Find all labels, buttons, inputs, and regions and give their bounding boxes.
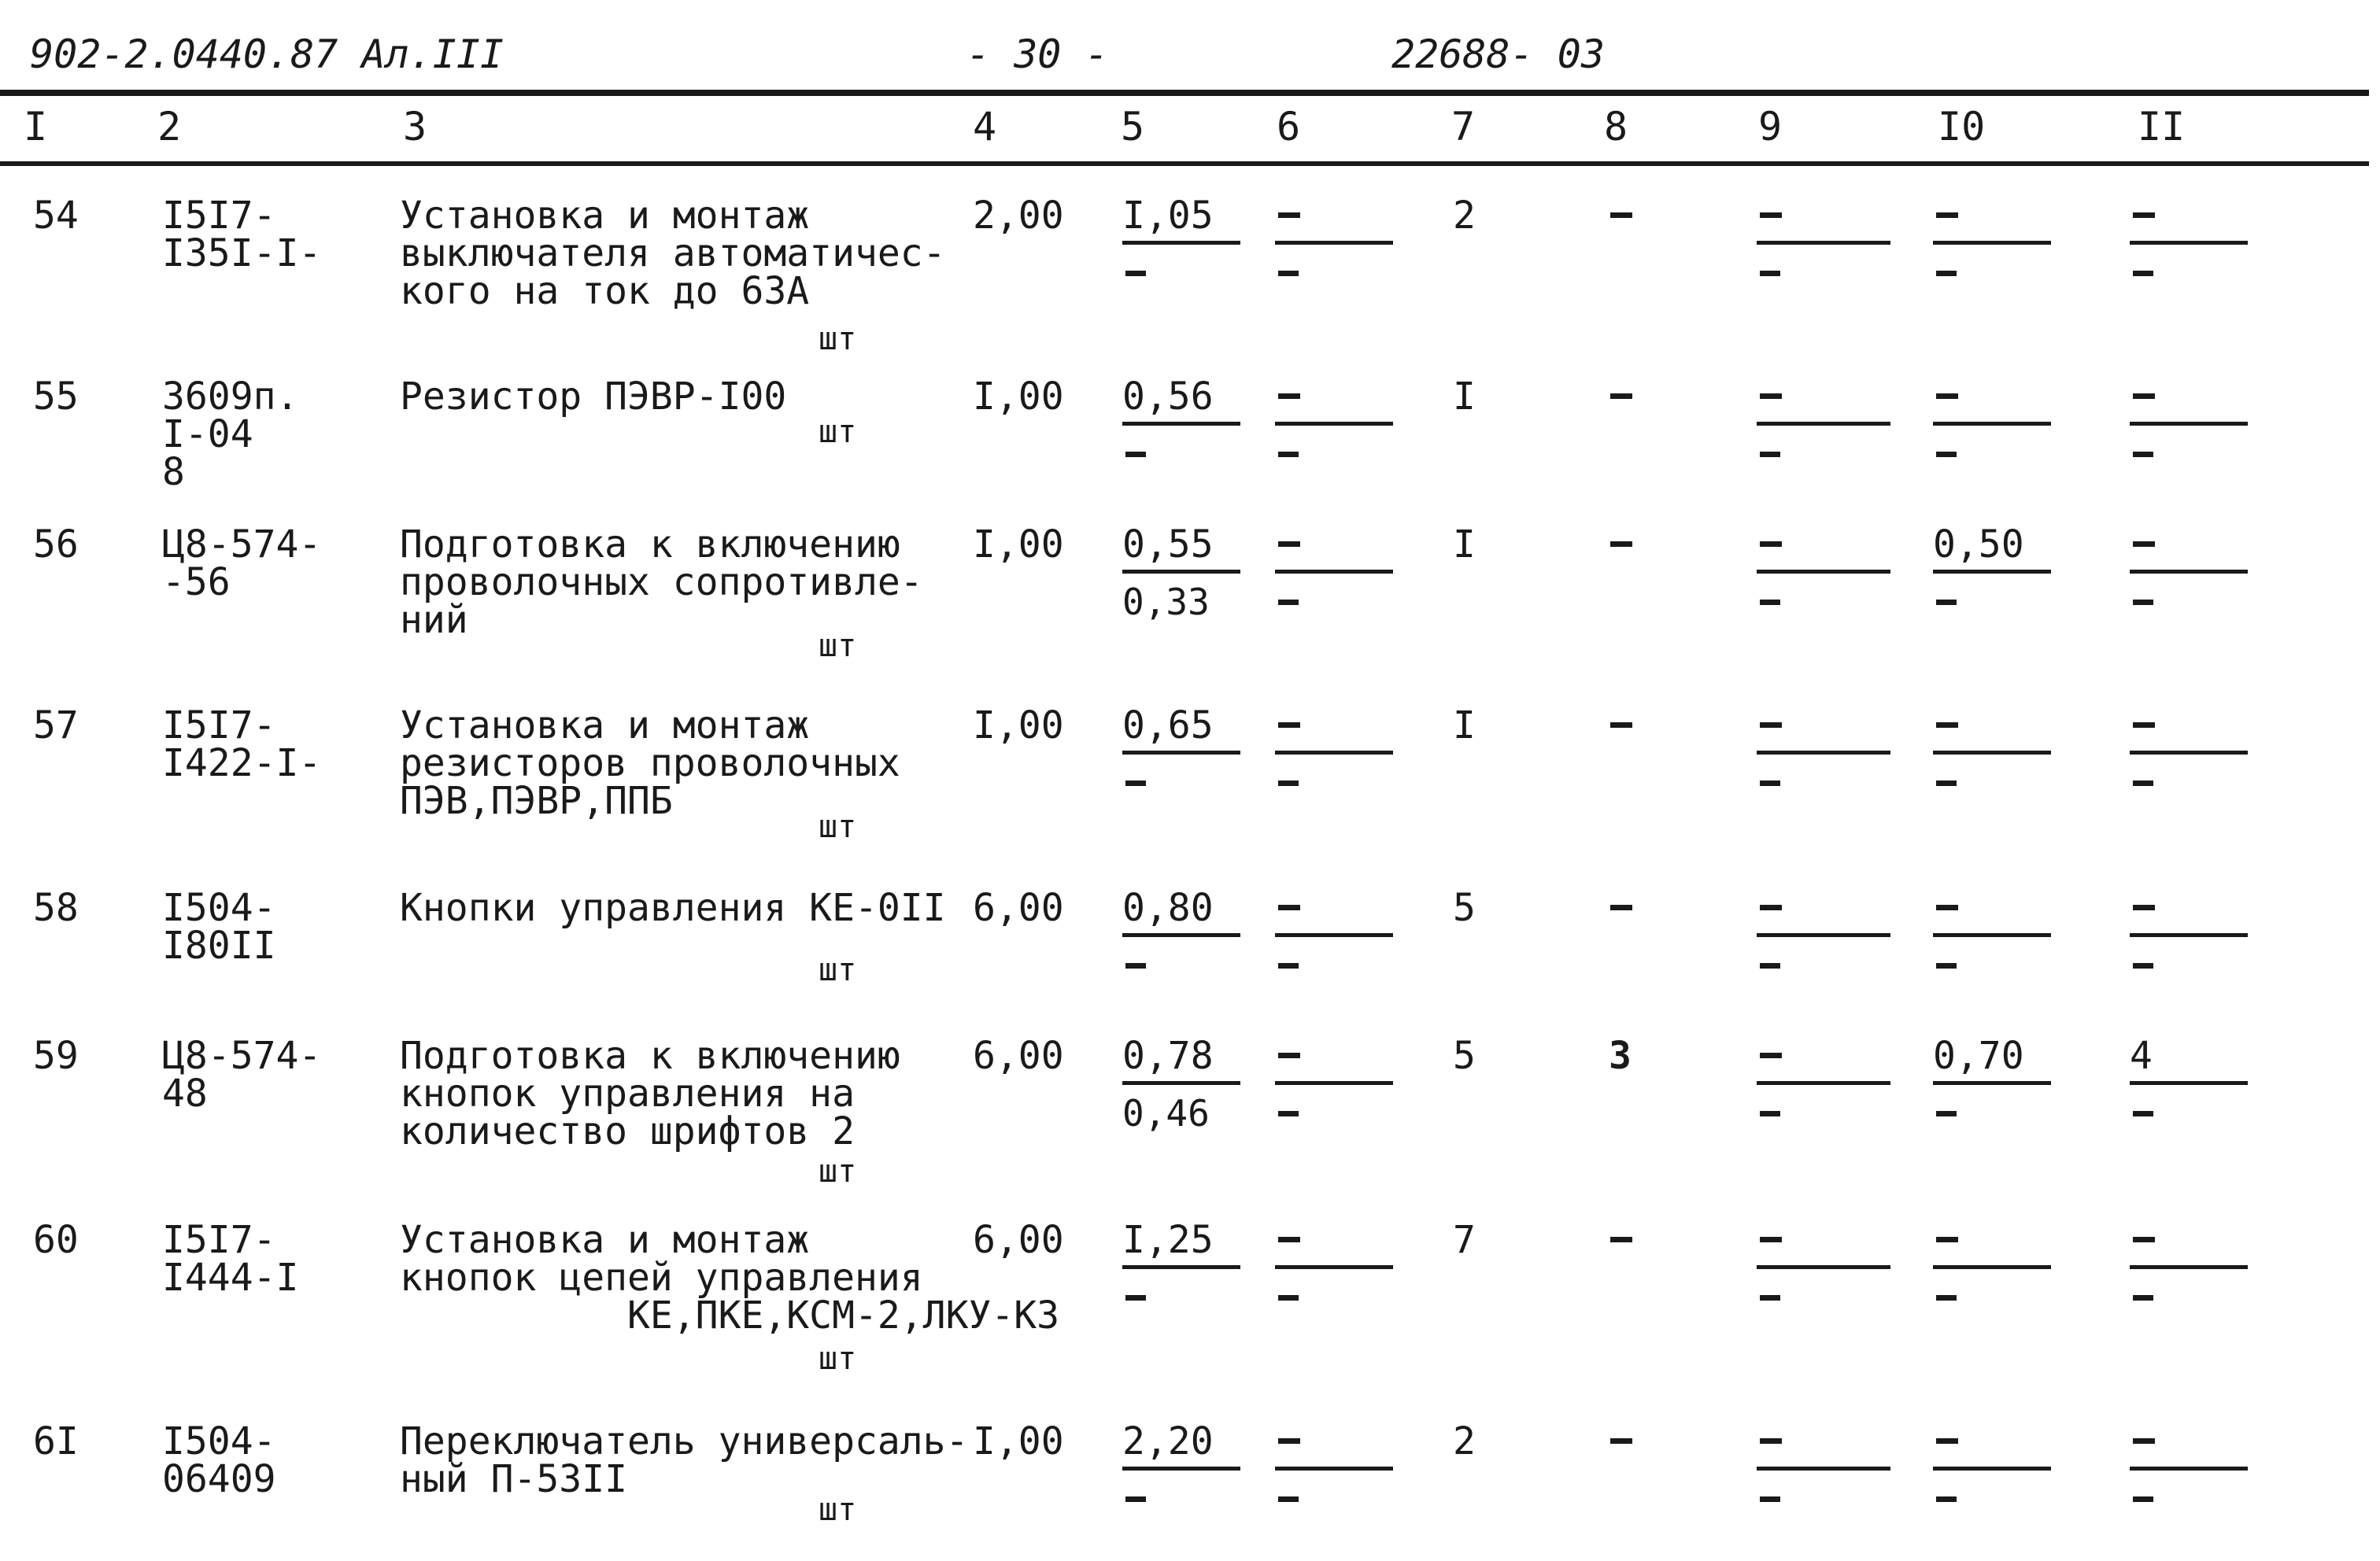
col5-fraction-bar [1122, 1265, 1240, 1269]
col11-value [2130, 526, 2248, 620]
col9-value [1757, 1037, 1875, 1131]
col11-fraction-bar [2130, 1265, 2248, 1269]
column-header-4: 4 [973, 104, 997, 149]
column-header-2: 2 [157, 104, 182, 149]
quantity-cell: I,00 [973, 522, 1064, 566]
col7-cell: I [1453, 703, 1476, 747]
col10-dash [1936, 1237, 1958, 1242]
col11-dash [2133, 541, 2155, 547]
col9-value [1757, 889, 1875, 983]
col9-dash [1760, 1237, 1782, 1242]
col9-denominator-dash [1760, 1295, 1780, 1301]
col9-fraction-bar [1757, 422, 1890, 426]
col9-value [1757, 1423, 1875, 1517]
col10-denominator-dash [1936, 452, 1957, 457]
col8-dash [1610, 905, 1632, 910]
col11-fraction-bar [2130, 422, 2248, 426]
quantity-cell: 6,00 [973, 886, 1064, 930]
col5-numerator: 0,78 [1122, 1034, 1214, 1078]
unit-label: шт [819, 321, 857, 357]
column-header-5: 5 [1121, 104, 1145, 149]
col9-dash [1760, 393, 1782, 399]
col6-denominator-dash [1278, 452, 1299, 457]
col10-fraction-bar [1933, 933, 2051, 937]
rate-code-cell: I504- 06409 [162, 1419, 276, 1501]
col9-denominator-dash [1760, 780, 1780, 786]
col5-numerator: I,25 [1122, 1218, 1214, 1262]
col11-denominator-dash [2133, 963, 2153, 969]
col6-denominator-dash [1278, 780, 1299, 786]
col5-denominator: 0,33 [1122, 581, 1210, 623]
col9-fraction-bar [1757, 1265, 1890, 1269]
col5-fraction-bar [1122, 1467, 1240, 1471]
col10-denominator-dash [1936, 963, 1957, 969]
col9-denominator-dash [1760, 1111, 1780, 1116]
col6-fraction-bar [1275, 751, 1393, 755]
col11-dash [2133, 905, 2155, 910]
col9-dash [1760, 541, 1782, 547]
col5-numerator: 2,20 [1122, 1419, 1214, 1463]
col8-dash [1610, 1438, 1632, 1444]
row-number-cell: 55 [33, 375, 79, 419]
col7-cell: 7 [1453, 1218, 1476, 1262]
col10-fraction-bar [1933, 422, 2051, 426]
column-header-10: I0 [1938, 104, 1986, 149]
col9-dash [1760, 905, 1782, 910]
col10-value [1933, 707, 2051, 801]
col10-denominator-dash [1936, 780, 1957, 786]
col10-denominator-dash [1936, 1496, 1957, 1502]
unit-label: шт [819, 628, 857, 664]
col7-cell: 2 [1453, 1419, 1476, 1463]
col5-fraction-bar [1122, 933, 1240, 937]
col10-numerator: 0,50 [1933, 522, 2024, 566]
col5-value [1122, 194, 1240, 291]
col6-denominator-dash [1278, 1295, 1299, 1301]
col11-value [2130, 1423, 2248, 1517]
col11-value [2130, 378, 2248, 472]
col5-value [1122, 1419, 1240, 1517]
col9-fraction-bar [1757, 1081, 1890, 1085]
col9-dash [1760, 212, 1782, 218]
col5-fraction-bar [1122, 751, 1240, 755]
col11-value [2130, 707, 2248, 801]
col5-value [1122, 1218, 1240, 1316]
rate-code-cell: I504- I80II [162, 886, 276, 968]
col5-numerator: I,05 [1122, 194, 1214, 238]
col9-dash [1760, 1438, 1782, 1444]
header-top-rule [0, 90, 2369, 96]
rate-code-cell: 3609п. I-04 8 [162, 375, 299, 494]
col5-fraction-bar [1122, 1081, 1240, 1085]
unit-label: шт [819, 952, 857, 988]
col11-denominator-dash [2133, 600, 2153, 605]
col9-value [1757, 707, 1875, 801]
col6-fraction-bar [1275, 933, 1393, 937]
col5-fraction-bar [1122, 422, 1240, 426]
col11-fraction-bar [2130, 751, 2248, 755]
col6-fraction-bar [1275, 570, 1393, 574]
col10-dash [1936, 393, 1958, 399]
col11-value [2130, 889, 2248, 983]
col6-value [1275, 1423, 1393, 1517]
col7-cell: 5 [1453, 886, 1476, 930]
col5-denominator-dash [1125, 963, 1146, 969]
quantity-cell: I,00 [973, 375, 1064, 419]
col6-fraction-bar [1275, 1467, 1393, 1471]
col6-denominator-dash [1278, 271, 1299, 276]
col9-value [1757, 1221, 1875, 1316]
col6-value [1275, 197, 1393, 291]
col9-denominator-dash [1760, 452, 1780, 457]
unit-label: шт [819, 414, 857, 450]
col5-value [1122, 375, 1240, 472]
column-header-1: I [24, 104, 48, 149]
col7-cell: 2 [1453, 194, 1476, 238]
column-header-8: 8 [1604, 104, 1628, 149]
rate-code-cell: I5I7- I444-I [162, 1218, 299, 1300]
quantity-cell: 2,00 [973, 194, 1064, 238]
quantity-cell: I,00 [973, 703, 1064, 747]
col11-fraction-bar [2130, 1467, 2248, 1471]
col11-value [2130, 1221, 2248, 1316]
column-header-11: II [2138, 104, 2186, 149]
col8-dash [1610, 722, 1632, 728]
col5-denominator-dash [1125, 452, 1146, 457]
row-number-cell: 54 [33, 194, 79, 238]
col10-fraction-bar [1933, 1265, 2051, 1269]
col7-cell: I [1453, 522, 1476, 566]
col9-fraction-bar [1757, 241, 1890, 245]
quantity-cell: 6,00 [973, 1218, 1064, 1262]
col11-fraction-bar [2130, 241, 2248, 245]
col6-value [1275, 707, 1393, 801]
col6-dash [1278, 1237, 1300, 1242]
col10-dash [1936, 905, 1958, 910]
row-number-cell: 56 [33, 522, 79, 566]
col10-dash [1936, 722, 1958, 728]
col11-denominator-dash [2133, 271, 2153, 276]
unit-label: шт [819, 1153, 857, 1190]
col11-fraction-bar [2130, 933, 2248, 937]
col11-value [2130, 1034, 2248, 1131]
row-number-cell: 57 [33, 703, 79, 747]
col11-denominator-dash [2133, 1111, 2153, 1116]
col6-dash [1278, 905, 1300, 910]
col5-value [1122, 886, 1240, 983]
col10-value [1933, 522, 2051, 620]
col8-dash [1610, 541, 1632, 547]
col11-denominator-dash [2133, 1295, 2153, 1301]
col11-denominator-dash [2133, 452, 2153, 457]
col6-fraction-bar [1275, 1081, 1393, 1085]
col5-fraction-bar [1122, 570, 1240, 574]
col5-numerator: 0,55 [1122, 522, 1214, 566]
col11-dash [2133, 1438, 2155, 1444]
col10-value [1933, 378, 2051, 472]
column-header-7: 7 [1451, 104, 1476, 149]
col11-denominator-dash [2133, 780, 2153, 786]
col5-value [1122, 703, 1240, 801]
work-description-cell: Установка и монтаж кнопок цепей управления КЕ,ПКЕ,КСМ-2,ЛКУ-КЗ [400, 1218, 1060, 1338]
col11-value [2130, 197, 2248, 291]
col8-cell: 3 [1609, 1034, 1632, 1078]
col11-dash [2133, 1237, 2155, 1242]
col9-dash [1760, 1053, 1782, 1058]
row-number-cell: 60 [33, 1218, 79, 1262]
col6-denominator-dash [1278, 1496, 1299, 1502]
col6-dash [1278, 541, 1300, 547]
col10-value [1933, 1034, 2051, 1131]
rate-code-cell: I5I7- I35I-I- [162, 194, 322, 275]
col6-dash [1278, 1053, 1300, 1058]
unit-label: шт [819, 1492, 857, 1528]
col5-value [1122, 522, 1240, 623]
col6-denominator-dash [1278, 963, 1299, 969]
col6-value [1275, 889, 1393, 983]
col10-value [1933, 889, 2051, 983]
col6-value [1275, 1221, 1393, 1316]
unit-label: шт [819, 809, 857, 845]
col6-dash [1278, 722, 1300, 728]
col5-numerator: 0,65 [1122, 703, 1214, 747]
col6-denominator-dash [1278, 600, 1299, 605]
rate-code-cell: Ц8-574- -56 [162, 522, 322, 604]
header-bottom-rule [0, 161, 2369, 166]
col10-denominator-dash [1936, 271, 1957, 276]
column-header-6: 6 [1277, 104, 1301, 149]
col9-value [1757, 378, 1875, 472]
col9-fraction-bar [1757, 933, 1890, 937]
col10-dash [1936, 1438, 1958, 1444]
col9-denominator-dash [1760, 271, 1780, 276]
page-number: - 30 - [966, 31, 1109, 77]
col11-numerator: 4 [2130, 1034, 2153, 1078]
col8-dash [1610, 393, 1632, 399]
col11-dash [2133, 212, 2155, 218]
col5-fraction-bar [1122, 241, 1240, 245]
col10-fraction-bar [1933, 570, 2051, 574]
col6-fraction-bar [1275, 241, 1393, 245]
quantity-cell: I,00 [973, 1419, 1064, 1463]
col10-fraction-bar [1933, 751, 2051, 755]
work-description-cell: Кнопки управления КЕ-0II [400, 886, 946, 930]
col11-fraction-bar [2130, 570, 2248, 574]
col10-denominator-dash [1936, 600, 1957, 605]
rate-code-cell: Ц8-574- 48 [162, 1034, 322, 1116]
col10-value [1933, 1423, 2051, 1517]
work-description-cell: Установка и монтаж выключателя автоматичес- кого на ток до 63А [400, 194, 946, 313]
col6-dash [1278, 212, 1300, 218]
col11-fraction-bar [2130, 1081, 2248, 1085]
col10-value [1933, 1221, 2051, 1316]
col6-value [1275, 1037, 1393, 1131]
col7-cell: I [1453, 375, 1476, 419]
col6-dash [1278, 393, 1300, 399]
col10-fraction-bar [1933, 241, 2051, 245]
col9-value [1757, 526, 1875, 620]
col5-numerator: 0,80 [1122, 886, 1214, 930]
col10-denominator-dash [1936, 1111, 1957, 1116]
col9-denominator-dash [1760, 1496, 1780, 1502]
col10-numerator: 0,70 [1933, 1034, 2024, 1078]
col6-dash [1278, 1438, 1300, 1444]
col5-denominator: 0,46 [1122, 1092, 1210, 1135]
document-number: 22688- 03 [1391, 31, 1605, 77]
col11-dash [2133, 393, 2155, 399]
col9-fraction-bar [1757, 751, 1890, 755]
work-description-cell: Подготовка к включению проволочных сопротивле- ний [400, 522, 923, 642]
col6-value [1275, 526, 1393, 620]
col5-value [1122, 1034, 1240, 1135]
col10-fraction-bar [1933, 1467, 2051, 1471]
col9-fraction-bar [1757, 570, 1890, 574]
col7-cell: 5 [1453, 1034, 1476, 1078]
column-header-9: 9 [1758, 104, 1783, 149]
col5-denominator-dash [1125, 1496, 1146, 1502]
work-description-cell: Установка и монтаж резисторов проволочных ПЭВ,ПЭВР,ППБ [400, 703, 900, 823]
col6-denominator-dash [1278, 1111, 1299, 1116]
work-description-cell: Резистор ПЭВР-I00 [400, 375, 787, 419]
col10-value [1933, 197, 2051, 291]
unit-label: шт [819, 1341, 857, 1377]
col9-value [1757, 197, 1875, 291]
row-number-cell: 6I [33, 1419, 79, 1463]
quantity-cell: 6,00 [973, 1034, 1064, 1078]
col10-denominator-dash [1936, 1295, 1957, 1301]
column-header-3: 3 [403, 104, 427, 149]
col5-denominator-dash [1125, 271, 1146, 276]
col10-fraction-bar [1933, 1081, 2051, 1085]
work-description-cell: Подготовка к включению кнопок управления на количество шрифтов 2 [400, 1034, 900, 1153]
col5-denominator-dash [1125, 780, 1146, 786]
col11-denominator-dash [2133, 1496, 2153, 1502]
col5-numerator: 0,56 [1122, 375, 1214, 419]
col6-fraction-bar [1275, 1265, 1393, 1269]
row-number-cell: 59 [33, 1034, 79, 1078]
col9-denominator-dash [1760, 600, 1780, 605]
col8-dash [1610, 212, 1632, 218]
col5-denominator-dash [1125, 1295, 1146, 1301]
work-description-cell: Переключатель универсаль- ный П-53II [400, 1419, 969, 1501]
col10-dash [1936, 212, 1958, 218]
col9-dash [1760, 722, 1782, 728]
col8-dash [1610, 1237, 1632, 1242]
col9-denominator-dash [1760, 963, 1780, 969]
col11-dash [2133, 722, 2155, 728]
col9-fraction-bar [1757, 1467, 1890, 1471]
col6-value [1275, 378, 1393, 472]
document-code: 902-2.0440.87 Ал.III [30, 31, 504, 77]
row-number-cell: 58 [33, 886, 79, 930]
rate-code-cell: I5I7- I422-I- [162, 703, 322, 785]
col6-fraction-bar [1275, 422, 1393, 426]
